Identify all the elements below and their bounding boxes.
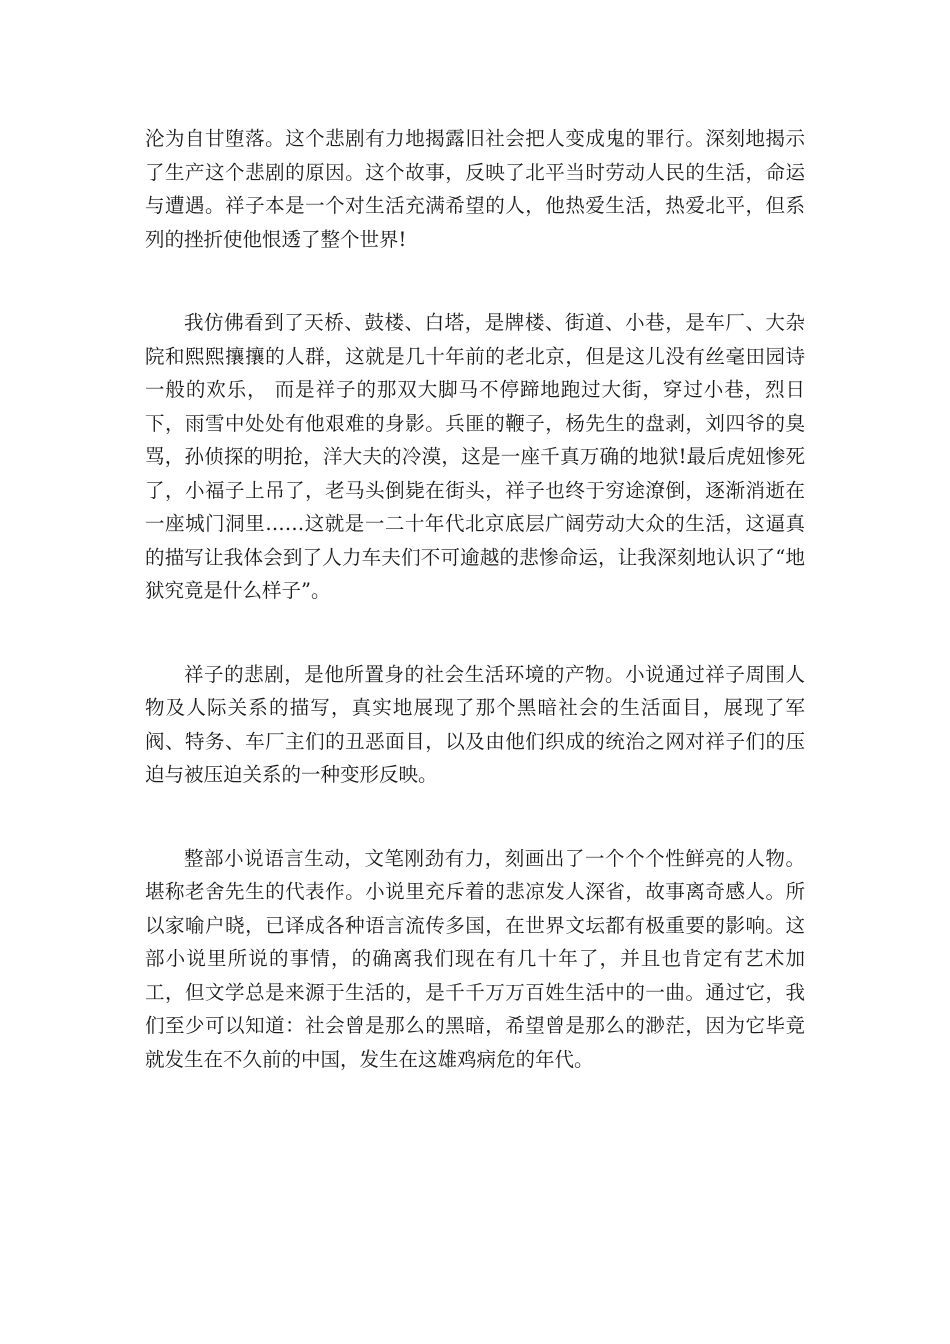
paragraph-gap bbox=[145, 608, 805, 658]
paragraph-gap bbox=[145, 792, 805, 842]
paragraph-gap bbox=[145, 256, 805, 306]
paragraph-4: 整部小说语言生动，文笔刚劲有力，刻画出了一个个个性鲜亮的人物。堪称老舍先生的代表作。小说里充斥着的悲凉发人深省，故事离奇感人。所以家喻户晓，已译成各种语言流传多国，在世界文坛都有极重要的影响。这部小说里所说的事情，的确离我们现在有几十年了，并且也肯定有艺术加工，但文学总是来源于生活的，是千千万万百姓生活中的一曲。通过它，我们至少可以知道：社会曾是那么的黑暗，希望曾是那么的渺茫，因为它毕竟就发生在不久前的中国，发生在这雄鸡病危的年代。 bbox=[145, 846, 805, 1071]
paragraph-1: 沦为自甘堕落。这个悲剧有力地揭露旧社会把人变成鬼的罪行。深刻地揭示了生产这个悲剧的原因。这个故事，反映了北平当时劳动人民的生活，命运与遭遇。祥子本是一个对生活充满希望的人，他热爱生活，热爱北平，但系列的挫折使他恨透了整个世界! bbox=[145, 127, 805, 251]
paragraph-2: 我仿佛看到了天桥、鼓楼、白塔，是牌楼、街道、小巷，是车厂、大杂院和熙熙攘攘的人群，这就是几十年前的老北京，但是这儿没有丝毫田园诗一般的欢乐， 而是祥子的那双大脚马不停蹄地跑过大街，穿过小巷，烈日下，雨雪中处处有他艰难的身影。兵匪的鞭子，杨先生的盘剥，刘四爷的臭骂，孙侦探的明抢，洋大夫的冷漠，这是一座千真万确的地狱!最后虎妞惨死了，小福子上吊了，老马头倒毙在街头，祥子也终于穷途潦倒，逐渐消逝在一座城门洞里……这就是一二十年代北京底层广阔劳动大众的生活，这逼真的描写让我体会到了人力车夫们不可逾越的悲惨命运，让我深刻地认识了“地狱究竟是什么样子”。 bbox=[145, 311, 805, 602]
document-body bbox=[145, 122, 805, 1076]
paragraph-3: 祥子的悲剧，是他所置身的社会生活环境的产物。小说通过祥子周围人物及人际关系的描写，真实地展现了那个黑暗社会的生活面目，展现了军阀、特务、车厂主们的丑恶面目，以及由他们织成的统治之网对祥子们的压迫与被压迫关系的一种变形反映。 bbox=[145, 662, 805, 786]
